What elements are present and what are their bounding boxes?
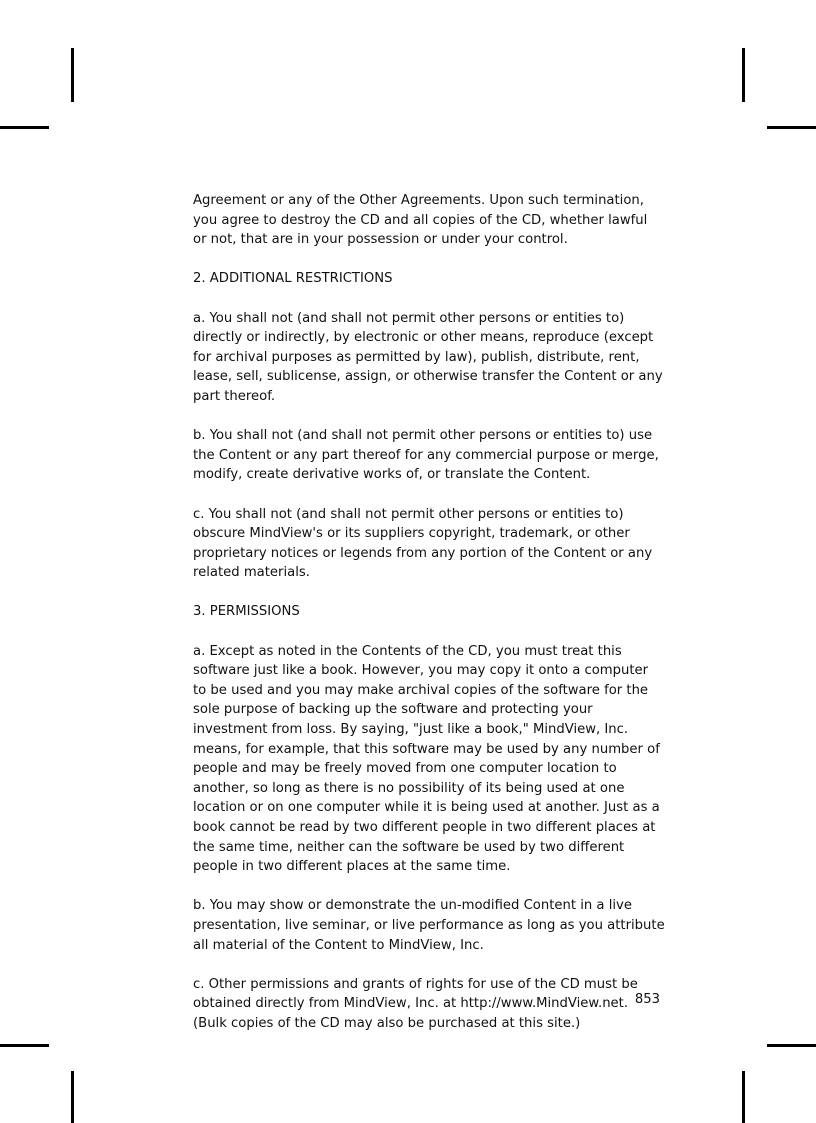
crop-mark-top-right-vertical [742, 48, 745, 102]
crop-mark-bottom-right-horizontal [767, 1044, 816, 1047]
restriction-paragraph-c: c. You shall not (and shall not permit other persons or entities to) obscure MindView's or its suppliers copyright, trademark, or other proprietary notices or legends from any portion of the Content or any related materials. [193, 506, 653, 581]
crop-mark-top-right-horizontal [767, 126, 816, 129]
permission-paragraph-a: a. Except as noted in the Contents of the CD, you must treat this software just like a book. However, you may copy it onto a computer to be used and you may make archival copies of the software for the sole purpose of backing up the software and protecting your investment from loss. By saying, "just like a book," MindView, Inc. means, for example, that this software may be used by any number of people and may be freely moved from one computer location to another, so long as there is no possibility of its being used at one location or on one computer while it is being used at another. Just as a book cannot be read by two different people in two different places at the same time, neither can the software be used by two different people in two different places at the same time. [193, 643, 660, 875]
section-heading-additional-restrictions: 2. ADDITIONAL RESTRICTIONS [193, 271, 393, 287]
page-number: 853 [634, 992, 660, 1007]
crop-mark-bottom-left-horizontal [0, 1044, 49, 1047]
permission-paragraph-c: c. Other permissions and grants of rights for use of the CD must be obtained directly from MindView, Inc. at http://www.MindView.net. (Bulk copies of the CD may also be purchased at this site.) [193, 976, 638, 1031]
crop-mark-bottom-right-vertical [742, 1071, 745, 1123]
restriction-paragraph-b: b. You shall not (and shall not permit other persons or entities to) use the Content or any part thereof for any commercial purpose or merge, modify, create derivative works of, or translate the Content. [193, 428, 659, 483]
restriction-paragraph-a: a. You shall not (and shall not permit other persons or entities to) directly or indirectly, by electronic or other means, reproduce (except for archival purposes as permitted by law), publish, distribute, rent, lease, sell, sublicense, assign, or otherwise transfer the Content or any part thereof. [193, 310, 663, 404]
termination-paragraph: Agreement or any of the Other Agreements. Upon such termination, you agree to destroy the CD and all copies of the CD, whether lawful or not, that are in your possession or under your control. [193, 193, 648, 248]
page-body [193, 191, 678, 1053]
crop-mark-top-left-horizontal [0, 126, 49, 129]
crop-mark-bottom-left-vertical [71, 1071, 74, 1123]
crop-mark-top-left-vertical [71, 48, 74, 102]
permission-paragraph-b: b. You may show or demonstrate the un-modified Content in a live presentation, live seminar, or live performance as long as you attribute all material of the Content to MindView, Inc. [193, 898, 665, 953]
section-heading-permissions: 3. PERMISSIONS [193, 604, 300, 620]
